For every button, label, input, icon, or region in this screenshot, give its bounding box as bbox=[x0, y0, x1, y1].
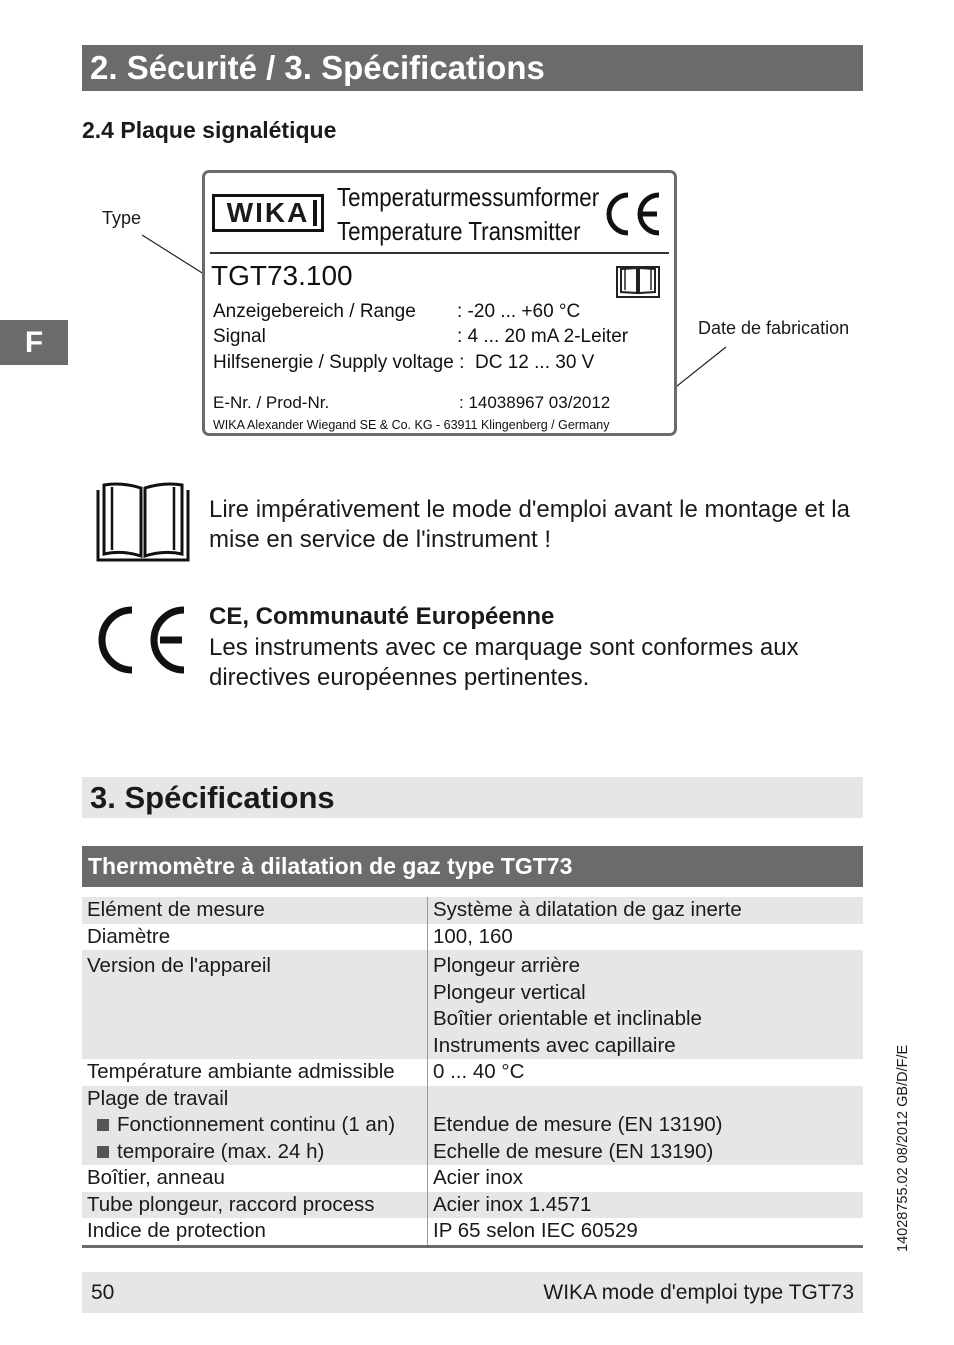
bullet-icon bbox=[97, 1146, 109, 1158]
spec-label: Version de l'appareil bbox=[82, 950, 428, 1059]
spec-value-line: Instruments avec capillaire bbox=[433, 1033, 676, 1057]
section-tab: F bbox=[0, 320, 68, 365]
spec-value-line: Echelle de mesure (EN 13190) bbox=[433, 1139, 714, 1163]
table-row bbox=[82, 1059, 863, 1086]
specs-table bbox=[82, 897, 863, 1248]
doc-reference: 14028755.02 08/2012 GB/D/F/E bbox=[895, 1044, 911, 1252]
plate-supply-label: Hilfsenergie / Supply voltage : bbox=[213, 352, 465, 373]
plate-range-label: Anzeigebereich / Range bbox=[213, 301, 416, 322]
ce-mark-icon bbox=[94, 604, 190, 676]
manual-notice: Lire impérativement le mode d'emploi avant le montage et la mise en service de l'instrument ! bbox=[209, 496, 850, 553]
footer-doc-title: WIKA mode d'emploi type TGT73 bbox=[543, 1281, 854, 1304]
nameplate bbox=[202, 170, 677, 436]
bullet-icon bbox=[97, 1119, 109, 1131]
plate-product-de: Temperaturmessumformer bbox=[337, 182, 600, 212]
callout-date: Date de fabrication bbox=[698, 318, 850, 338]
table-row bbox=[82, 1165, 863, 1192]
spec-label: Tube plongeur, raccord process bbox=[82, 1192, 428, 1219]
ce-title: CE, Communauté Européenne bbox=[209, 603, 555, 630]
table-row bbox=[82, 1086, 863, 1166]
plate-manufacturer: WIKA Alexander Wiegand SE & Co. KG - 63911 Klingenberg / Germany bbox=[213, 418, 610, 432]
plate-product-en: Temperature Transmitter bbox=[337, 216, 581, 246]
spec-sublabel: Fonctionnement continu (1 an) bbox=[87, 1112, 427, 1139]
spec-label: Indice de protection bbox=[82, 1218, 428, 1246]
page-number: 50 bbox=[91, 1281, 115, 1304]
spec-label bbox=[82, 1086, 428, 1166]
spec-value-line: Plongeur arrière bbox=[433, 954, 580, 977]
specs-section-title: 3. Spécifications bbox=[82, 777, 863, 818]
spec-value: 100, 160 bbox=[433, 924, 513, 948]
spec-value bbox=[428, 950, 864, 1059]
spec-label: Boîtier, anneau bbox=[82, 1165, 428, 1192]
table-row bbox=[82, 1218, 863, 1246]
plate-model: TGT73.100 bbox=[211, 260, 353, 291]
plate-signal-label: Signal bbox=[213, 326, 266, 347]
plate-enr-value: : 14038967 03/2012 bbox=[459, 393, 611, 412]
callout-type: Type bbox=[102, 208, 142, 228]
spec-sublabel: temporaire (max. 24 h) bbox=[87, 1139, 427, 1166]
spec-label: Diamètre bbox=[82, 924, 428, 951]
spec-value-line: Plongeur vertical bbox=[433, 980, 586, 1004]
table-row bbox=[82, 1192, 863, 1219]
spec-label-main: Plage de travail bbox=[87, 1086, 229, 1110]
nameplate-heading: 2.4 Plaque signalétique bbox=[82, 117, 337, 143]
spec-label: Elément de mesure bbox=[82, 897, 428, 924]
spec-value-line: Boîtier orientable et inclinable bbox=[433, 1007, 702, 1030]
manual-book-icon bbox=[94, 482, 192, 564]
specs-table-title: Thermomètre à dilatation de gaz type TGT73 bbox=[82, 846, 863, 887]
callout-line-type bbox=[142, 235, 207, 276]
spec-label: Température ambiante admissible bbox=[82, 1059, 428, 1086]
plate-enr-label: E-Nr. / Prod-Nr. bbox=[213, 393, 330, 412]
plate-supply-value: DC 12 ... 30 V bbox=[475, 352, 595, 373]
manual-book-icon bbox=[615, 263, 661, 301]
footer bbox=[82, 1272, 863, 1313]
wika-logo: WIKA bbox=[212, 194, 324, 232]
spec-value-line: Etendue de mesure (EN 13190) bbox=[433, 1113, 723, 1136]
spec-value: Acier inox bbox=[433, 1166, 524, 1189]
table-row bbox=[82, 950, 863, 1059]
table-row bbox=[82, 924, 863, 951]
plate-divider bbox=[210, 252, 669, 254]
spec-value: Système à dilatation de gaz inerte bbox=[428, 897, 864, 924]
table-row bbox=[82, 897, 863, 924]
spec-value: IP 65 selon IEC 60529 bbox=[433, 1219, 638, 1242]
ce-mark-icon bbox=[601, 189, 665, 239]
page-title: 2. Sécurité / 3. Spécifications bbox=[82, 45, 863, 91]
spec-value: 0 ... 40 °C bbox=[433, 1060, 525, 1083]
spec-value bbox=[428, 1086, 864, 1166]
plate-range-value: : -20 ... +60 °C bbox=[457, 301, 581, 322]
ce-text: Les instruments avec ce marquage sont conformes aux directives européennes pertinentes. bbox=[209, 634, 799, 691]
plate-signal-value: : 4 ... 20 mA 2-Leiter bbox=[457, 326, 629, 347]
spec-value: Acier inox 1.4571 bbox=[428, 1192, 864, 1219]
